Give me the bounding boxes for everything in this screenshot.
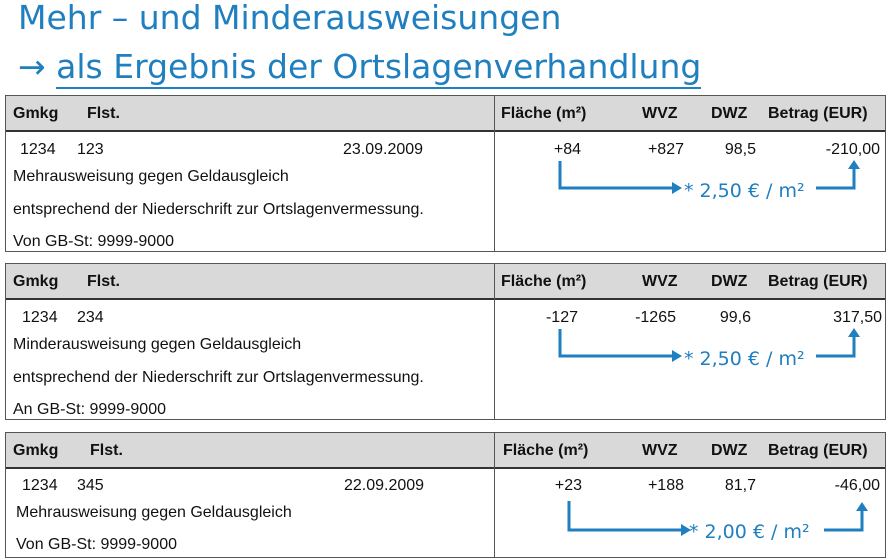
header-gmkg: Gmkg xyxy=(13,105,59,122)
slide-title-line-2 xyxy=(18,47,702,86)
table-header xyxy=(6,96,885,132)
entry-text-line-1: Mehrausweisung gegen Geldausgleich xyxy=(16,504,292,521)
entry-text-line-3: An GB-St: 9999-9000 xyxy=(13,401,166,418)
cell-wvz: +827 xyxy=(647,141,684,158)
header-flst: Flst. xyxy=(90,442,123,459)
header-wvz: WVZ xyxy=(642,273,678,290)
header-gmkg: Gmkg xyxy=(13,442,59,459)
record-block-2 xyxy=(5,263,886,420)
header-betrag: Betrag (EUR) xyxy=(768,273,868,290)
header-flaeche: Fläche (m²) xyxy=(501,105,587,122)
entry-text-line-2: entsprechend der Niederschrift zur Ortslagenvermessung. xyxy=(13,369,424,386)
header-dwz: DWZ xyxy=(711,442,748,459)
cell-gmkg: 1234 xyxy=(20,141,56,158)
header-flst: Flst. xyxy=(87,105,120,122)
cell-betrag: -210,00 xyxy=(825,141,880,158)
slide-title-line-1: Mehr – und Minderausweisungen xyxy=(18,0,562,37)
entry-text-line-1: Mehrausweisung gegen Geldausgleich xyxy=(13,168,289,185)
cell-flst: 123 xyxy=(77,141,104,158)
entry-text-line-2: entsprechend der Niederschrift zur Ortslagenvermessung. xyxy=(13,201,424,218)
cell-flaeche: +23 xyxy=(554,477,582,494)
column-divider xyxy=(494,96,495,251)
cell-dwz: 81,7 xyxy=(724,477,756,494)
calculation-label: * 2,00 € / m² xyxy=(689,521,810,543)
record-block-3 xyxy=(5,432,886,558)
cell-flaeche: +84 xyxy=(553,141,581,158)
cell-gmkg: 1234 xyxy=(22,309,58,326)
column-divider xyxy=(494,264,495,419)
header-gmkg: Gmkg xyxy=(13,273,59,290)
calculation-label: * 2,50 € / m² xyxy=(684,180,805,202)
right-arrow-icon: → xyxy=(18,47,46,86)
cell-flst: 345 xyxy=(77,477,104,494)
record-block-1 xyxy=(5,95,886,252)
header-dwz: DWZ xyxy=(711,273,748,290)
cell-betrag: -46,00 xyxy=(834,477,880,494)
header-wvz: WVZ xyxy=(642,105,678,122)
cell-flst: 234 xyxy=(77,309,104,326)
cell-date: 23.09.2009 xyxy=(343,141,424,158)
header-wvz: WVZ xyxy=(642,442,678,459)
cell-dwz: 98,5 xyxy=(724,141,756,158)
cell-dwz: 99,6 xyxy=(719,309,751,326)
table-header xyxy=(6,264,885,300)
cell-betrag: 317,50 xyxy=(833,309,882,326)
header-flaeche: Fläche (m²) xyxy=(503,442,589,459)
cell-wvz: +188 xyxy=(647,477,684,494)
calculation-label: * 2,50 € / m² xyxy=(684,348,805,370)
header-dwz: DWZ xyxy=(711,105,748,122)
header-flst: Flst. xyxy=(87,273,120,290)
header-betrag: Betrag (EUR) xyxy=(768,105,868,122)
entry-text-line-2: Von GB-St: 9999-9000 xyxy=(16,536,177,553)
header-flaeche: Fläche (m²) xyxy=(501,273,587,290)
cell-flaeche: -127 xyxy=(545,309,578,326)
cell-wvz: -1265 xyxy=(635,309,676,326)
entry-text-line-3: Von GB-St: 9999-9000 xyxy=(13,233,174,250)
cell-gmkg: 1234 xyxy=(22,477,58,494)
entry-text-line-1: Minderausweisung gegen Geldausgleich xyxy=(13,336,302,353)
cell-date: 22.09.2009 xyxy=(344,477,425,494)
table-header xyxy=(6,433,885,469)
header-betrag: Betrag (EUR) xyxy=(768,442,868,459)
slide-title-line-2-text: als Ergebnis der Ortslagenverhandlung xyxy=(56,47,701,89)
column-divider xyxy=(494,433,495,557)
